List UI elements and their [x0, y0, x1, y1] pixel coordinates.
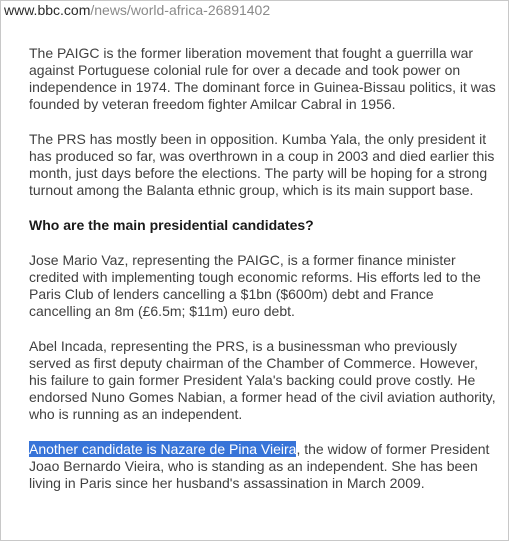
url-host[interactable]: www.bbc.com: [4, 2, 91, 18]
paragraph-prs: The PRS has mostly been in opposition. Kumba Yala, the only president it has produced so far, was overthrown in a coup in 2003 and died earlier this month, just days before the elections. The party will be hoping for a strong turnout among the Balanta ethnic group, which is its main support base.: [29, 131, 495, 198]
section-heading: Who are the main presidential candidates?: [29, 217, 314, 233]
paragraph-paigc: The PAIGC is the former liberation movement that fought a guerrilla war against Portuguese colonial rule for over a decade and took power on independence in 1974. The dominant force in Guinea-Bissau politics, it was founded by veteran freedom fighter Amilcar Cabral in 1956.: [29, 45, 496, 112]
paragraph-incada: Abel Incada, representing the PRS, is a businessman who previously served as first deputy chairman of the Chamber of Commerce. However, his failure to gain former President Yala's backing could prove costly. He endorsed Nuno Gomes Nabian, a former head of the civil aviation authority, who is running as an independent.: [29, 338, 496, 422]
selected-text[interactable]: Another candidate is Nazare de Pina Vieira: [29, 441, 297, 457]
article-body: [29, 45, 499, 510]
paragraph-vieira-rest: , the widow of former President Joao Bernardo Vieira, who is standing as an independent. She has been living in Paris since her husband's assassination in March 2009.: [29, 441, 490, 491]
url-path[interactable]: /news/world-africa-26891402: [90, 2, 271, 18]
address-bar[interactable]: [1, 1, 508, 19]
paragraph-vieira: [29, 441, 499, 492]
paragraph-vaz: Jose Mario Vaz, representing the PAIGC, is a former finance minister credited with implementing tough economic reforms. His efforts led to the Paris Club of lenders cancelling a $1bn ($600m) debt and France cancelling an 8m (£6.5m; $11m) euro debt.: [29, 252, 481, 319]
